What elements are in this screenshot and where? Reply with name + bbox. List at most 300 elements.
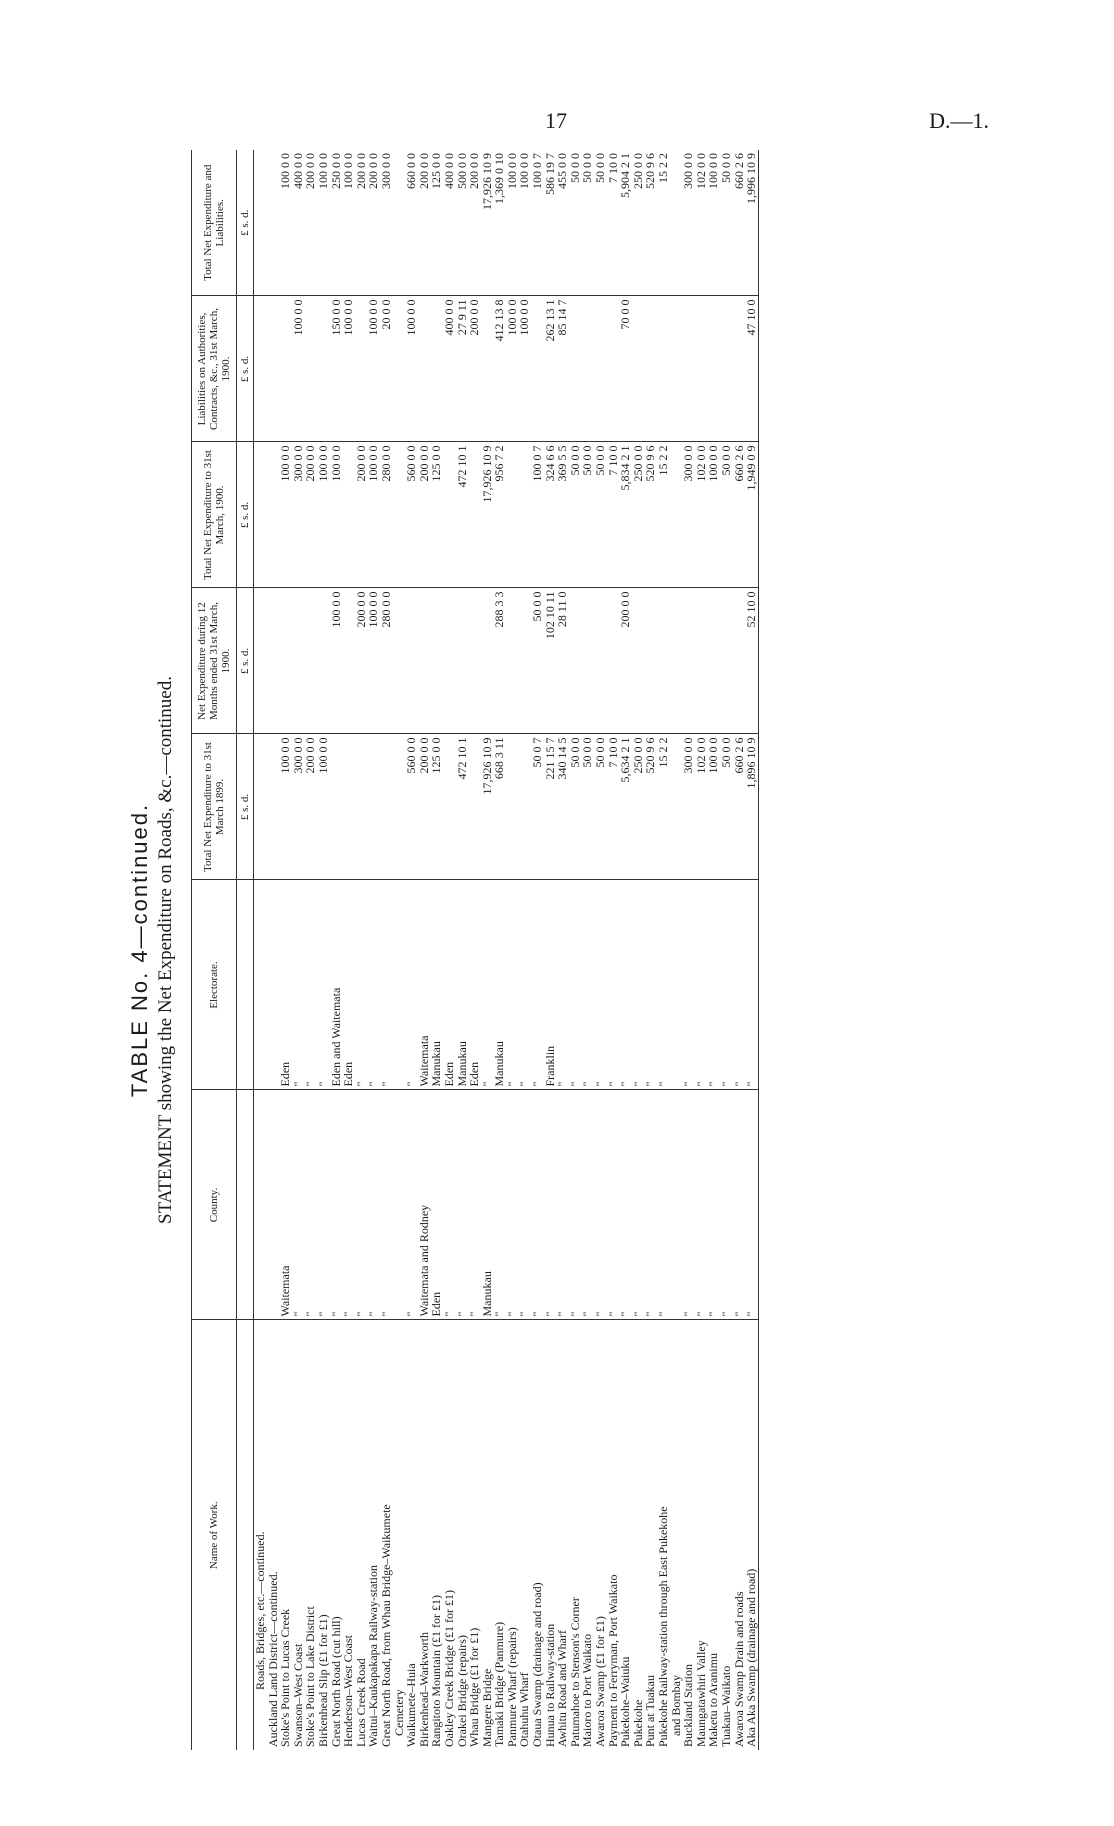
work-name: Maungatawhiri Valley <box>693 1640 708 1747</box>
county-cell: " <box>468 1090 481 1320</box>
total-liabilities-cell: 1,369 0 10 <box>493 150 506 296</box>
total-1900-cell: 100 0 0 <box>330 442 343 588</box>
work-name: Awhitu Road and Wharf <box>555 1630 570 1747</box>
table-row <box>657 150 670 1750</box>
electorate-cell: Manukau <box>430 880 443 1090</box>
electorate-cell: Waitemata <box>418 880 431 1090</box>
total-liabilities-cell: 500 0 0 <box>456 150 469 296</box>
county-cell: " <box>304 1090 317 1320</box>
liabilities-cell <box>632 296 645 442</box>
work-name: Swanson–West Coast <box>290 1643 305 1747</box>
total-1900-cell: 250 0 0 <box>632 442 645 588</box>
net-1900-cell <box>506 588 519 734</box>
liabilities-cell: 85 14 7 <box>556 296 569 442</box>
work-name: Buckland Station <box>681 1664 696 1747</box>
table-row <box>531 150 544 1750</box>
total-liabilities-cell: 250 0 0 <box>330 150 343 296</box>
total-liabilities-cell: 100 0 0 <box>707 150 720 296</box>
work-name: Whau Bridge (£1 for £1) <box>467 1627 482 1747</box>
table-row <box>443 150 456 1750</box>
work-name: Rangitoto Mountain (£1 for £1) <box>429 1595 444 1747</box>
table-row <box>632 150 645 1750</box>
liabilities-cell: 412 13 8 <box>493 296 506 442</box>
electorate-cell: " <box>745 880 758 1090</box>
electorate-cell: " <box>657 880 670 1090</box>
total-1899-cell: 340 14 5 <box>556 734 569 880</box>
work-name: Hunua to Railway-station <box>542 1623 557 1747</box>
electorate-cell: " <box>481 880 494 1090</box>
total-1899-cell <box>330 734 343 880</box>
liabilities-cell: 150 0 0 <box>330 296 343 442</box>
electorate-cell: " <box>569 880 582 1090</box>
liabilities-cell: 400 0 0 <box>443 296 456 442</box>
electorate-cell: " <box>707 880 720 1090</box>
work-name: Payment to Ferryman, Port Waikato <box>605 1574 620 1747</box>
total-1900-cell: 50 0 0 <box>581 442 594 588</box>
total-1900-cell: 7 10 0 <box>607 442 620 588</box>
table-row <box>581 150 594 1750</box>
total-1899-cell: 560 0 0 <box>405 734 418 880</box>
liabilities-cell: 100 0 0 <box>367 296 380 442</box>
total-1899-cell: 200 0 0 <box>418 734 431 880</box>
total-1899-cell: 17,926 10 9 <box>481 734 494 880</box>
county-cell: Manukau <box>481 1090 494 1320</box>
liabilities-cell <box>569 296 582 442</box>
total-liabilities-cell: 300 0 0 <box>380 150 393 296</box>
county-cell: Waitemata <box>279 1090 292 1320</box>
liabilities-cell: 100 0 0 <box>506 296 519 442</box>
table-row <box>733 150 746 1750</box>
table-row <box>544 150 557 1750</box>
net-1900-cell: 50 0 0 <box>531 588 544 734</box>
total-liabilities-cell: 5,904 2 1 <box>619 150 632 296</box>
work-name: Waikumete–Huia <box>404 1663 419 1747</box>
total-1899-cell: 520 9 6 <box>644 734 657 880</box>
county-cell: " <box>531 1090 544 1320</box>
lsd-label: £ s. d. <box>237 734 254 880</box>
total-1900-cell: 200 0 0 <box>355 442 368 588</box>
electorate-cell: " <box>317 880 330 1090</box>
county-cell: " <box>556 1090 569 1320</box>
total-1900-cell <box>468 442 481 588</box>
county-cell: " <box>707 1090 720 1320</box>
total-1900-cell <box>506 442 519 588</box>
work-name: Otahuhu Wharf <box>517 1672 532 1747</box>
col-header-liabilities: Liabilities on Authorities, Contracts, &c., 31st March, 1900. <box>192 296 237 442</box>
total-1899-cell <box>506 734 519 880</box>
page-number: 17 <box>545 108 567 133</box>
electorate-cell <box>393 880 406 1090</box>
county-cell: " <box>355 1090 368 1320</box>
total-1900-cell: 200 0 0 <box>304 442 317 588</box>
total-1899-cell <box>468 734 481 880</box>
col-header-net-1900: Net Expenditure during 12 Months ended 31st March, 1900. <box>192 588 237 734</box>
liabilities-cell: 100 0 0 <box>518 296 531 442</box>
county-cell: " <box>581 1090 594 1320</box>
electorate-cell: " <box>380 880 393 1090</box>
net-1900-cell <box>670 588 683 734</box>
total-1899-cell: 50 0 7 <box>531 734 544 880</box>
work-name: Great North Road (cut hill) <box>328 1616 343 1747</box>
net-1900-cell <box>279 588 292 734</box>
electorate-cell: " <box>518 880 531 1090</box>
electorate-cell: Eden <box>342 880 355 1090</box>
total-1899-cell: 50 0 0 <box>569 734 582 880</box>
liabilities-cell <box>279 296 292 442</box>
total-1899-cell: 50 0 0 <box>594 734 607 880</box>
table-row <box>279 150 292 1750</box>
total-liabilities-cell: 200 0 0 <box>418 150 431 296</box>
expenditure-table <box>191 150 759 1750</box>
liabilities-cell: 47 10 0 <box>745 296 758 442</box>
total-1899-cell <box>355 734 368 880</box>
work-name: Waitui–Kaukapakapa Railway-station <box>366 1565 381 1747</box>
net-1900-cell: 288 3 3 <box>493 588 506 734</box>
work-name: Pukekohe Railway-station through East Pukekohe <box>656 1506 670 1747</box>
total-liabilities-cell: 250 0 0 <box>632 150 645 296</box>
liabilities-cell <box>581 296 594 442</box>
col-header-total-1900: Total Net Expenditure to 31st March, 1900. <box>192 442 237 588</box>
net-1900-cell <box>707 588 720 734</box>
total-liabilities-cell: 50 0 0 <box>581 150 594 296</box>
total-liabilities-cell: 660 0 0 <box>405 150 418 296</box>
work-name: Henderson–West Coast <box>341 1634 356 1747</box>
col-header-total-1899: Total Net Expenditure to 31st March 1899. <box>192 734 237 880</box>
total-1900-cell: 560 0 0 <box>405 442 418 588</box>
table-row <box>405 150 418 1750</box>
net-1900-cell <box>292 588 305 734</box>
total-1899-cell: 50 0 0 <box>581 734 594 880</box>
net-1900-cell <box>418 588 431 734</box>
work-name: Oakley Creek Bridge (£1 for £1) <box>441 1590 456 1747</box>
net-1900-cell <box>456 588 469 734</box>
table-row <box>430 150 443 1750</box>
net-1900-cell: 200 0 0 <box>355 588 368 734</box>
electorate-cell: " <box>682 880 695 1090</box>
total-1899-cell: 100 0 0 <box>279 734 292 880</box>
table-row <box>619 150 632 1750</box>
work-name: Patumahoe to Stenson's Corner <box>567 1597 582 1747</box>
table-row <box>355 150 368 1750</box>
lsd-label: £ s. d. <box>237 588 254 734</box>
section-heading-row <box>254 150 267 1750</box>
county-cell: " <box>695 1090 708 1320</box>
header-row <box>192 150 237 1750</box>
net-1900-cell: 280 0 0 <box>380 588 393 734</box>
total-1900-cell: 50 0 0 <box>720 442 733 588</box>
county-cell: " <box>569 1090 582 1320</box>
total-liabilities-cell: 400 0 0 <box>443 150 456 296</box>
county-cell: " <box>330 1090 343 1320</box>
total-liabilities-cell: 100 0 0 <box>317 150 330 296</box>
electorate-cell: " <box>531 880 544 1090</box>
electorate-cell: " <box>367 880 380 1090</box>
work-name: Awaroa Swamp Drain and roads <box>731 1591 746 1747</box>
county-cell: " <box>292 1090 305 1320</box>
liabilities-cell: 100 0 0 <box>292 296 305 442</box>
total-1900-cell: 50 0 0 <box>569 442 582 588</box>
electorate-cell: " <box>304 880 317 1090</box>
table-row <box>393 150 406 1750</box>
net-1900-cell: 200 0 0 <box>619 588 632 734</box>
total-1899-cell: 125 0 0 <box>430 734 443 880</box>
work-name: Punt at Tuakau <box>643 1674 658 1747</box>
liabilities-cell: 27 9 11 <box>456 296 469 442</box>
work-name: Birkenhead Slip (£1 for £1) <box>315 1614 330 1747</box>
liabilities-cell: 70 0 0 <box>619 296 632 442</box>
table-subtitle: STATEMENT showing the Net Expenditure on Roads, &c.—continued. <box>155 676 176 1224</box>
table-row <box>670 150 683 1750</box>
total-1900-cell: 520 9 6 <box>644 442 657 588</box>
county-cell: " <box>493 1090 506 1320</box>
table-row <box>493 150 506 1750</box>
col-header-county: County. <box>192 1090 237 1320</box>
liabilities-cell <box>531 296 544 442</box>
total-1900-cell: 100 0 0 <box>279 442 292 588</box>
liabilities-cell <box>682 296 695 442</box>
work-name: and Bombay <box>668 1675 683 1736</box>
total-1899-cell: 200 0 0 <box>304 734 317 880</box>
total-liabilities-cell: 100 0 0 <box>279 150 292 296</box>
county-cell: " <box>657 1090 670 1320</box>
electorate-cell: Eden <box>468 880 481 1090</box>
total-liabilities-cell: 455 0 0 <box>556 150 569 296</box>
total-liabilities-cell: 7 10 0 <box>607 150 620 296</box>
work-name: Maioro to Port Waikato <box>580 1633 595 1747</box>
total-liabilities-cell: 15 2 2 <box>657 150 670 296</box>
total-1899-cell <box>380 734 393 880</box>
rotated-table-region <box>125 150 980 1750</box>
electorate-cell: " <box>405 880 418 1090</box>
table-row <box>506 150 519 1750</box>
total-liabilities-cell: 100 0 0 <box>342 150 355 296</box>
county-cell: " <box>745 1090 758 1320</box>
total-liabilities-cell: 100 0 0 <box>506 150 519 296</box>
net-1900-cell <box>695 588 708 734</box>
liabilities-cell <box>594 296 607 442</box>
electorate-cell: " <box>292 880 305 1090</box>
table-row <box>707 150 720 1750</box>
work-name: Otaua Swamp (drainage and road) <box>530 1582 545 1747</box>
total-1900-cell: 100 0 7 <box>531 442 544 588</box>
work-name: Awaroa Swamp (£1 for £1) <box>593 1616 608 1747</box>
work-name: Stoke's Point to Lucas Creek <box>278 1608 293 1747</box>
total-liabilities-cell: 100 0 0 <box>518 150 531 296</box>
table-row <box>481 150 494 1750</box>
col-header-electorate: Electorate. <box>192 880 237 1090</box>
total-1900-cell: 100 0 0 <box>367 442 380 588</box>
total-1899-cell <box>443 734 456 880</box>
county-cell: " <box>317 1090 330 1320</box>
lsd-label: £ s. d. <box>237 442 254 588</box>
work-name: Tuakau–Waikato <box>718 1665 733 1747</box>
electorate-cell: " <box>355 880 368 1090</box>
liabilities-cell <box>657 296 670 442</box>
table-row <box>304 150 317 1750</box>
table-row <box>518 150 531 1750</box>
total-liabilities-cell: 1,996 10 9 <box>745 150 758 296</box>
total-1900-cell: 280 0 0 <box>380 442 393 588</box>
total-1899-cell: 472 10 1 <box>456 734 469 880</box>
county-cell: " <box>518 1090 531 1320</box>
table-row <box>695 150 708 1750</box>
total-liabilities-cell: 300 0 0 <box>682 150 695 296</box>
table-row <box>456 150 469 1750</box>
county-cell: " <box>619 1090 632 1320</box>
county-cell: Waitemata and Rodney <box>418 1090 431 1320</box>
electorate-cell: Eden <box>443 880 456 1090</box>
electorate-cell: " <box>556 880 569 1090</box>
total-1900-cell: 324 6 6 <box>544 442 557 588</box>
total-liabilities-cell: 200 0 0 <box>355 150 368 296</box>
total-1900-cell: 1,949 0 9 <box>745 442 758 588</box>
total-liabilities-cell: 50 0 0 <box>720 150 733 296</box>
total-liabilities-cell: 50 0 0 <box>594 150 607 296</box>
net-1900-cell: 102 10 11 <box>544 588 557 734</box>
table-row <box>569 150 582 1750</box>
net-1900-cell <box>342 588 355 734</box>
work-name: Tamaki Bridge (Panmure) <box>492 1621 507 1747</box>
total-liabilities-cell: 400 0 0 <box>292 150 305 296</box>
table-row <box>745 150 758 1750</box>
work-name: Lucas Creek Road <box>353 1658 368 1747</box>
net-1900-cell <box>720 588 733 734</box>
table-row <box>556 150 569 1750</box>
lsd-row <box>237 150 254 1750</box>
work-name: Cemetery <box>391 1689 406 1736</box>
electorate-cell: Eden and Waitemata <box>330 880 343 1090</box>
table-row <box>607 150 620 1750</box>
total-1899-cell: 300 0 0 <box>682 734 695 880</box>
total-1899-cell: 668 3 11 <box>493 734 506 880</box>
liabilities-cell: 200 0 0 <box>468 296 481 442</box>
total-liabilities-cell: 520 9 6 <box>644 150 657 296</box>
county-cell: " <box>720 1090 733 1320</box>
county-cell: " <box>733 1090 746 1320</box>
liabilities-cell <box>418 296 431 442</box>
county-cell: " <box>380 1090 393 1320</box>
county-cell: " <box>443 1090 456 1320</box>
total-1900-cell: 15 2 2 <box>657 442 670 588</box>
county-cell: Eden <box>430 1090 443 1320</box>
net-1900-cell: 100 0 0 <box>330 588 343 734</box>
total-liabilities-cell: 200 0 0 <box>304 150 317 296</box>
total-1900-cell: 660 2 6 <box>733 442 746 588</box>
table-row <box>594 150 607 1750</box>
lsd-label: £ s. d. <box>237 150 254 296</box>
total-1899-cell: 660 2 6 <box>733 734 746 880</box>
electorate-cell: " <box>632 880 645 1090</box>
electorate-cell: " <box>720 880 733 1090</box>
county-cell: " <box>456 1090 469 1320</box>
electorate-cell: Manukau <box>456 880 469 1090</box>
county-cell: " <box>506 1090 519 1320</box>
net-1900-cell <box>443 588 456 734</box>
county-cell: " <box>342 1090 355 1320</box>
total-1899-cell: 100 0 0 <box>317 734 330 880</box>
section-heading-row <box>267 150 280 1750</box>
total-liabilities-cell: 17,926 10 9 <box>481 150 494 296</box>
work-name: Great North Road, from Whau Bridge–Waikumete <box>378 1504 393 1747</box>
net-1900-cell <box>594 588 607 734</box>
document-code: D.—1. <box>929 108 989 133</box>
total-1899-cell: 50 0 0 <box>720 734 733 880</box>
county-cell <box>670 1090 683 1320</box>
liabilities-cell <box>707 296 720 442</box>
net-1900-cell: 100 0 0 <box>367 588 380 734</box>
liabilities-cell: 100 0 0 <box>342 296 355 442</box>
total-liabilities-cell: 200 0 0 <box>367 150 380 296</box>
table-row <box>682 150 695 1750</box>
liabilities-cell <box>317 296 330 442</box>
total-1900-cell <box>342 442 355 588</box>
net-1900-cell <box>644 588 657 734</box>
total-1900-cell: 300 0 0 <box>682 442 695 588</box>
county-cell: " <box>367 1090 380 1320</box>
liabilities-cell <box>695 296 708 442</box>
total-1899-cell <box>342 734 355 880</box>
net-1900-cell <box>657 588 670 734</box>
work-name: Orakei Bridge (repairs) <box>454 1635 469 1747</box>
total-liabilities-cell: 660 2 6 <box>733 150 746 296</box>
net-1900-cell <box>682 588 695 734</box>
net-1900-cell <box>317 588 330 734</box>
total-1900-cell: 200 0 0 <box>418 442 431 588</box>
liabilities-cell <box>720 296 733 442</box>
net-1900-cell: 28 11 0 <box>556 588 569 734</box>
total-liabilities-cell: 50 0 0 <box>569 150 582 296</box>
table-title: TABLE No. 4—continued. <box>127 802 152 1098</box>
liabilities-cell <box>644 296 657 442</box>
net-1900-cell <box>393 588 406 734</box>
section-heading: Roads, Bridges, etc.—continued. <box>253 1531 267 1690</box>
net-1900-cell <box>581 588 594 734</box>
lsd-label: £ s. d. <box>237 296 254 442</box>
county-cell <box>393 1090 406 1320</box>
total-liabilities-cell: 125 0 0 <box>430 150 443 296</box>
electorate-cell: " <box>619 880 632 1090</box>
electorate-cell: " <box>506 880 519 1090</box>
electorate-cell: " <box>733 880 746 1090</box>
total-1900-cell: 50 0 0 <box>594 442 607 588</box>
net-1900-cell <box>304 588 317 734</box>
county-cell: " <box>544 1090 557 1320</box>
county-cell: " <box>607 1090 620 1320</box>
county-cell: " <box>632 1090 645 1320</box>
total-liabilities-cell: 102 0 0 <box>695 150 708 296</box>
total-1899-cell: 1,896 10 9 <box>745 734 758 880</box>
total-1900-cell: 100 0 0 <box>317 442 330 588</box>
table-row <box>380 150 393 1750</box>
total-1899-cell <box>367 734 380 880</box>
table-row <box>418 150 431 1750</box>
total-liabilities-cell: 586 19 7 <box>544 150 557 296</box>
net-1900-cell <box>468 588 481 734</box>
liabilities-cell: 20 0 0 <box>380 296 393 442</box>
county-cell: " <box>644 1090 657 1320</box>
net-1900-cell <box>569 588 582 734</box>
county-cell: " <box>594 1090 607 1320</box>
electorate-cell: " <box>581 880 594 1090</box>
electorate-cell: " <box>607 880 620 1090</box>
table-row <box>468 150 481 1750</box>
net-1900-cell <box>632 588 645 734</box>
net-1900-cell: 52 10 0 <box>745 588 758 734</box>
total-1899-cell: 102 0 0 <box>695 734 708 880</box>
work-name: Maketu to Aranimu <box>706 1653 721 1747</box>
net-1900-cell <box>405 588 418 734</box>
county-cell: " <box>682 1090 695 1320</box>
